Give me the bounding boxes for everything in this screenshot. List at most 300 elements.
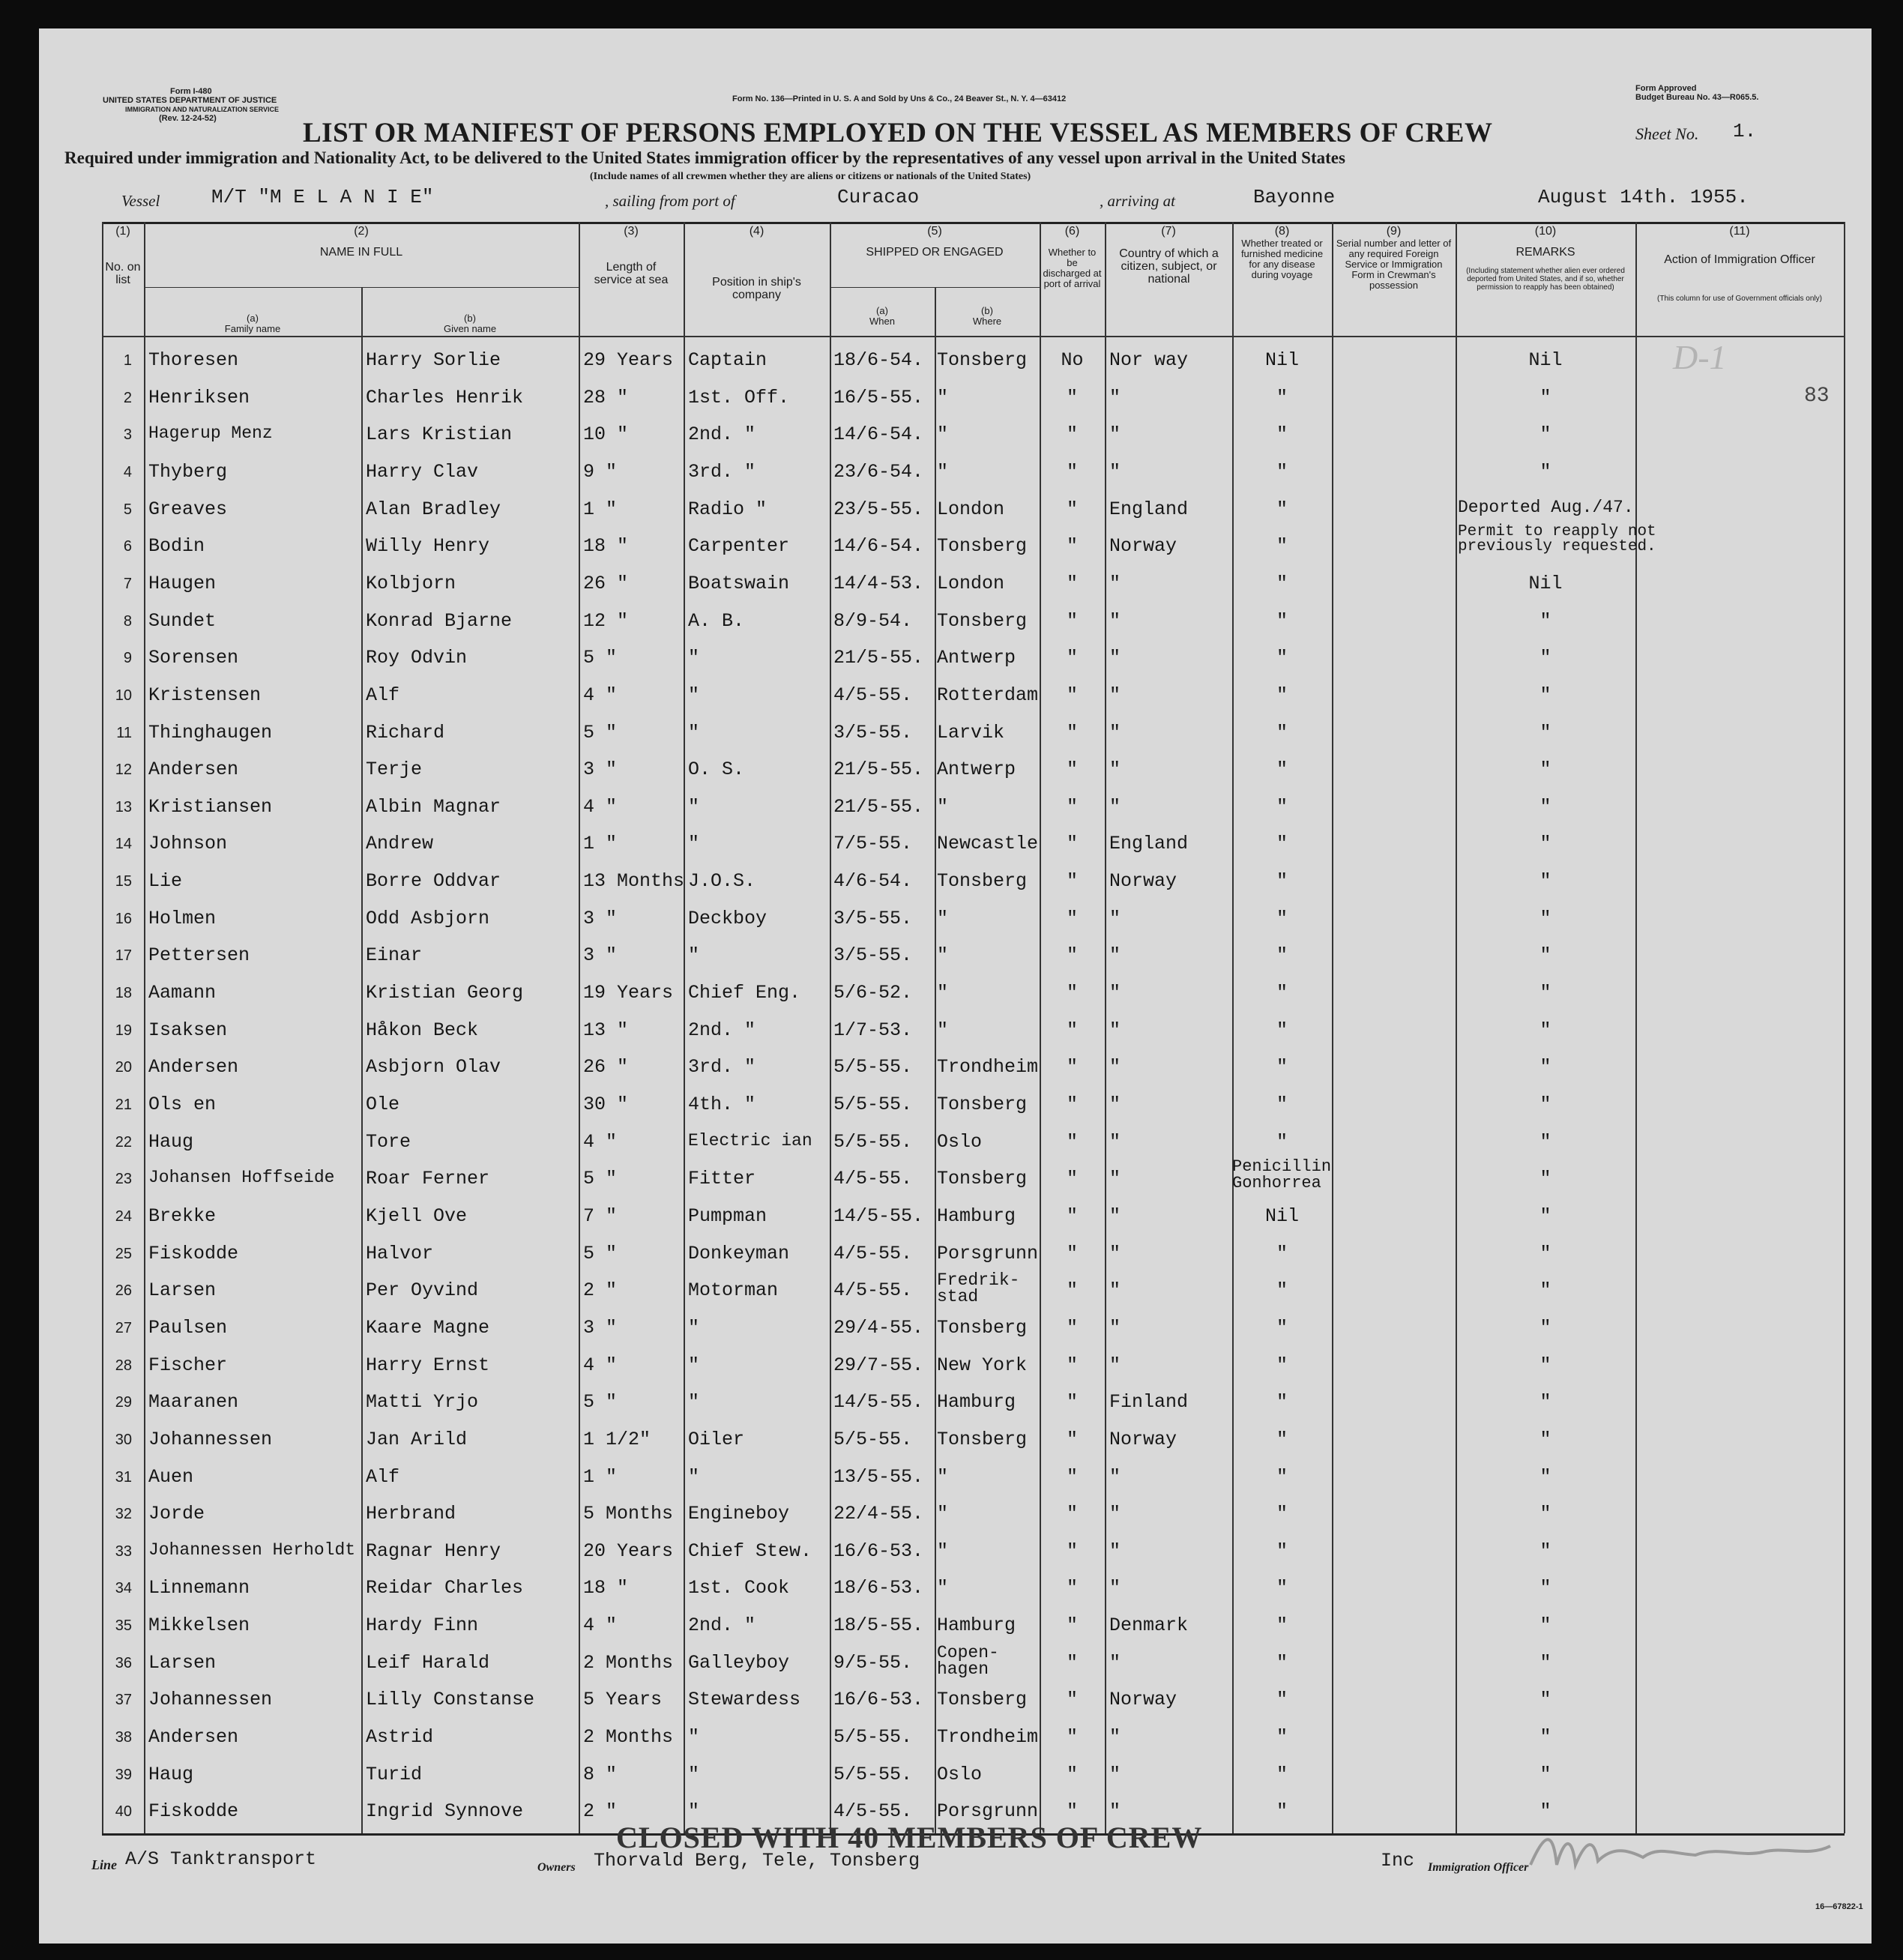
shipped-where: Tonsberg <box>937 1428 1028 1450</box>
family-name: Johnson <box>148 833 228 855</box>
family-name: Larsen <box>148 1651 217 1674</box>
medicine: " <box>1276 1354 1288 1376</box>
shipped-when: 5/5-55. <box>833 1130 913 1153</box>
table-row <box>102 1157 1845 1199</box>
col6-header: Whether to be discharged at port of arrival <box>1043 247 1102 289</box>
medicine: " <box>1276 386 1288 408</box>
medicine: " <box>1276 1242 1288 1264</box>
given-name: Andrew <box>366 833 434 855</box>
given-name: Alan Bradley <box>366 498 501 520</box>
family-name: Brekke <box>148 1204 217 1227</box>
printer-note: Form No. 136—Printed in U. S. A and Sold by Uns & Co., 24 Beaver St., N. Y. 4—63412 <box>732 94 1067 103</box>
medicine: " <box>1276 1726 1288 1749</box>
position: Engineboy <box>688 1503 790 1525</box>
discharged: " <box>1066 721 1078 744</box>
medicine: " <box>1276 1614 1288 1637</box>
given-name: Konrad Bjarne <box>366 609 513 632</box>
shipped-where: " <box>937 423 949 446</box>
discharged: " <box>1066 1056 1078 1079</box>
shipped-where: Hamburg <box>937 1391 1016 1414</box>
budget-bureau: Budget Bureau No. 43—R065.5. <box>1635 93 1759 102</box>
shipped-when: 5/5-55. <box>833 1763 913 1785</box>
row-number: 24 <box>115 1207 132 1225</box>
given-name: Tore <box>366 1130 411 1153</box>
discharged: " <box>1066 1503 1078 1525</box>
agents-name: Inc <box>1381 1850 1415 1872</box>
discharged: " <box>1066 1577 1078 1599</box>
position: Carpenter <box>688 535 790 558</box>
remarks: " <box>1539 721 1551 744</box>
medicine: " <box>1276 1391 1288 1414</box>
medicine: Nil <box>1264 349 1299 371</box>
shipped-where: Tonsberg <box>937 1689 1028 1711</box>
col7-header: Country of which a citizen, subject, or national <box>1119 247 1219 286</box>
col4-number: (4) <box>749 225 764 238</box>
given-name: Lilly Constanse <box>366 1689 535 1711</box>
position: J.O.S. <box>688 870 756 893</box>
shipped-where: " <box>937 460 949 483</box>
position: " <box>688 1391 700 1414</box>
country: " <box>1109 907 1121 929</box>
country: " <box>1109 609 1121 632</box>
table-row <box>102 1460 1845 1498</box>
position: " <box>688 1316 700 1339</box>
shipped-when: 14/6-54. <box>833 423 924 446</box>
row-number: 12 <box>115 762 132 779</box>
shipped-when: 5/5-55. <box>833 1726 913 1749</box>
row-number: 3 <box>123 426 132 444</box>
length-of-service: 8 " <box>583 1763 618 1785</box>
row-number: 21 <box>115 1097 132 1113</box>
medicine: " <box>1276 423 1288 446</box>
shipped-where: London <box>937 572 1005 594</box>
table-row <box>102 1758 1845 1795</box>
family-name: Haugen <box>148 572 217 594</box>
row-number: 29 <box>115 1394 132 1411</box>
discharged: " <box>1066 944 1078 967</box>
sailing-label: , sailing from port of <box>605 192 735 210</box>
position: 1st. Cook <box>688 1577 790 1599</box>
length-of-service: 3 " <box>583 907 618 929</box>
remarks: " <box>1539 1130 1551 1153</box>
family-name: Johannessen Herholdt <box>148 1540 356 1560</box>
form-code: 16—67822-1 <box>1815 1902 1863 1911</box>
shipped-where: Tonsberg <box>937 1316 1028 1339</box>
medicine: " <box>1276 1056 1288 1079</box>
medicine: " <box>1276 1540 1288 1562</box>
shipped-when: 5/6-52. <box>833 982 913 1004</box>
country: " <box>1109 684 1121 706</box>
shipped-where: Tonsberg <box>937 535 1028 558</box>
given-name: Alf <box>366 684 400 706</box>
discharged: " <box>1066 1316 1078 1339</box>
country: " <box>1109 1019 1121 1041</box>
length-of-service: 3 " <box>583 944 618 967</box>
country: " <box>1109 759 1121 781</box>
row-number: 25 <box>115 1245 132 1262</box>
position: Chief Eng. <box>688 982 801 1004</box>
remarks: " <box>1539 423 1551 446</box>
discharged: " <box>1066 1540 1078 1562</box>
shipped-when: 4/6-54. <box>833 870 913 893</box>
row-number: 34 <box>115 1580 132 1597</box>
country: " <box>1109 647 1121 669</box>
length-of-service: 1 1/2" <box>583 1428 651 1450</box>
officer-label: Immigration Officer <box>1428 1861 1529 1874</box>
medicine: Penicillin Gonhorrea <box>1232 1157 1332 1193</box>
country: " <box>1109 1316 1121 1339</box>
col1-number: (1) <box>115 225 130 238</box>
table-row <box>102 1237 1845 1274</box>
shipped-where: Tonsberg <box>937 1094 1028 1115</box>
row-number: 32 <box>115 1506 132 1523</box>
row-number: 40 <box>115 1803 132 1821</box>
position: " <box>688 1726 700 1749</box>
discharged: " <box>1066 1168 1078 1190</box>
form-revision: (Rev. 12-24-52) <box>159 114 217 123</box>
discharged: " <box>1066 1800 1078 1823</box>
family-name: Sorensen <box>148 647 239 669</box>
given-name: Willy Henry <box>366 535 490 558</box>
country: " <box>1109 1094 1121 1115</box>
family-name: Larsen <box>148 1279 217 1302</box>
remarks: " <box>1539 1204 1551 1227</box>
family-name: Fiskodde <box>148 1800 239 1823</box>
shipped-where: Antwerp <box>937 647 1016 669</box>
length-of-service: 2 Months <box>583 1726 674 1749</box>
remarks: " <box>1539 795 1551 818</box>
given-name: Jan Arild <box>366 1428 468 1450</box>
table-row <box>102 864 1845 902</box>
table-row <box>102 343 1845 381</box>
country: " <box>1109 1540 1121 1562</box>
given-name: Kjell Ove <box>366 1204 468 1227</box>
position: " <box>688 1354 700 1376</box>
shipped-when: 9/5-55. <box>833 1651 913 1674</box>
family-name: Johansen Hoffseide <box>148 1168 335 1188</box>
discharged: " <box>1066 1094 1078 1115</box>
shipped-when: 18/6-53. <box>833 1577 924 1599</box>
family-name: Haug <box>148 1763 194 1785</box>
discharged: " <box>1066 647 1078 669</box>
given-name: Kristian Georg <box>366 982 524 1004</box>
shipped-where: Oslo <box>937 1130 983 1153</box>
shipped-when: 1/7-53. <box>833 1019 913 1041</box>
length-of-service: 26 " <box>583 1056 629 1079</box>
country: " <box>1109 1168 1121 1190</box>
discharged: " <box>1066 684 1078 706</box>
given-name: Per Oyvind <box>366 1279 479 1302</box>
discharged: " <box>1066 1763 1078 1785</box>
family-name: Thoresen <box>148 349 239 371</box>
country: Norway <box>1109 1428 1177 1450</box>
table-row <box>102 1013 1845 1051</box>
country: " <box>1109 1056 1121 1079</box>
shipped-where: Rotterdam <box>937 684 1039 706</box>
shipped-when: 7/5-55. <box>833 833 913 855</box>
position: Fitter <box>688 1168 756 1190</box>
row-number: 18 <box>115 985 132 1002</box>
given-name: Roar Ferner <box>366 1168 490 1190</box>
given-name: Albin Magnar <box>366 795 501 818</box>
col2-header: NAME IN FULL <box>319 246 403 259</box>
country: Denmark <box>1109 1614 1189 1637</box>
table-row <box>102 1199 1845 1237</box>
discharged: " <box>1066 535 1078 558</box>
discharged: " <box>1066 907 1078 929</box>
length-of-service: 2 " <box>583 1279 618 1302</box>
shipped-where: " <box>937 795 949 818</box>
row-number: 17 <box>115 947 132 965</box>
shipped-where: Porsgrunn <box>937 1800 1039 1823</box>
col2b-header: (b) Given name <box>443 313 497 334</box>
family-name: Pettersen <box>148 944 250 967</box>
length-of-service: 4 " <box>583 795 618 818</box>
line-label: Line <box>91 1857 117 1872</box>
family-name: Greaves <box>148 498 228 520</box>
given-name: Herbrand <box>366 1503 456 1525</box>
table-row <box>102 902 1845 939</box>
length-of-service: 1 " <box>583 498 618 520</box>
remarks: " <box>1539 833 1551 855</box>
table-row <box>102 1423 1845 1460</box>
form-number: Form I-480 <box>170 87 212 96</box>
discharged: " <box>1066 1689 1078 1711</box>
remarks: " <box>1539 907 1551 929</box>
shipped-when: 23/6-54. <box>833 460 924 483</box>
table-row <box>102 1642 1845 1683</box>
medicine: " <box>1276 647 1288 669</box>
given-name: Leif Harald <box>366 1651 490 1674</box>
length-of-service: 9 " <box>583 460 618 483</box>
medicine: " <box>1276 759 1288 781</box>
row-number: 39 <box>115 1766 132 1783</box>
table-row <box>102 567 1845 604</box>
country: " <box>1109 1800 1121 1823</box>
col8-header: Whether treated or furnished medicine for any disease during voyage <box>1240 238 1324 280</box>
family-name: Hagerup Menz <box>148 423 273 444</box>
country: " <box>1109 460 1121 483</box>
col5a-header: (a) When <box>869 305 895 327</box>
row-number: 20 <box>115 1059 132 1076</box>
table-row <box>102 381 1845 418</box>
remarks: Permit to reapply not previously requested. <box>1458 523 1656 556</box>
family-name: Ols en <box>148 1094 217 1115</box>
shipped-where: New York <box>937 1354 1028 1376</box>
shipped-when: 16/5-55. <box>833 386 924 408</box>
discharged: " <box>1066 759 1078 781</box>
country: " <box>1109 572 1121 594</box>
table-row <box>102 604 1845 642</box>
position: " <box>688 944 700 967</box>
medicine: " <box>1276 1651 1288 1674</box>
table-row <box>102 1571 1845 1608</box>
length-of-service: 3 " <box>583 1316 618 1339</box>
given-name: Borre Oddvar <box>366 870 501 893</box>
shipped-where: " <box>937 982 949 1004</box>
remarks: " <box>1539 1316 1551 1339</box>
name-subhead-rule <box>144 287 579 288</box>
country: " <box>1109 795 1121 818</box>
table-row <box>102 753 1845 790</box>
col3-header: Length of service at sea <box>594 261 669 286</box>
medicine: " <box>1276 1279 1288 1302</box>
remarks: " <box>1539 1800 1551 1823</box>
family-name: Bodin <box>148 535 205 558</box>
shipped-when: 4/5-55. <box>833 1279 913 1302</box>
shipped-where: Tonsberg <box>937 609 1028 632</box>
shipped-when: 4/5-55. <box>833 1168 913 1190</box>
medicine: " <box>1276 1019 1288 1041</box>
discharged: " <box>1066 1651 1078 1674</box>
shipped-when: 3/5-55. <box>833 721 913 744</box>
shipped-when: 14/5-55. <box>833 1391 924 1414</box>
length-of-service: 26 " <box>583 572 629 594</box>
shipped-subhead-rule <box>830 287 1040 288</box>
form-approved: Form Approved <box>1635 84 1697 93</box>
remarks: " <box>1539 1763 1551 1785</box>
country: " <box>1109 1577 1121 1599</box>
col8-number: (8) <box>1274 225 1290 238</box>
position: Motorman <box>688 1279 779 1302</box>
shipped-where: " <box>937 1503 949 1525</box>
position: Galleyboy <box>688 1651 790 1674</box>
row-number: 27 <box>115 1319 132 1336</box>
discharged: " <box>1066 572 1078 594</box>
length-of-service: 4 " <box>583 684 618 706</box>
tally-number: 83 <box>1804 385 1830 408</box>
shipped-when: 29/7-55. <box>833 1354 924 1376</box>
medicine: " <box>1276 795 1288 818</box>
remarks: " <box>1539 1726 1551 1749</box>
given-name: Richard <box>366 721 445 744</box>
remarks: " <box>1539 1540 1551 1562</box>
medicine: " <box>1276 1428 1288 1450</box>
position: Donkeyman <box>688 1242 790 1264</box>
shipped-where: " <box>937 1465 949 1488</box>
given-name: Turid <box>366 1763 423 1785</box>
remarks: " <box>1539 944 1551 967</box>
remarks: " <box>1539 1614 1551 1637</box>
shipped-where: Trondheim <box>937 1726 1039 1749</box>
position: 3rd. " <box>688 1056 756 1079</box>
table-row <box>102 641 1845 678</box>
row-number: 11 <box>116 724 132 741</box>
given-name: Astrid <box>366 1726 434 1749</box>
medicine: " <box>1276 609 1288 632</box>
row-number: 37 <box>115 1692 132 1709</box>
remarks: " <box>1539 460 1551 483</box>
country: Finland <box>1109 1391 1189 1414</box>
col5-number: (5) <box>927 225 942 238</box>
shipped-where: Porsgrunn <box>937 1242 1039 1264</box>
medicine: " <box>1276 1689 1288 1711</box>
shipped-when: 5/5-55. <box>833 1428 913 1450</box>
medicine: " <box>1276 1763 1288 1785</box>
remarks: " <box>1539 1168 1551 1190</box>
owners-label: Owners <box>537 1861 576 1874</box>
shipped-when: 18/6-54. <box>833 349 924 371</box>
discharged: " <box>1066 1391 1078 1414</box>
remarks: " <box>1539 1242 1551 1264</box>
remarks: " <box>1539 1428 1551 1450</box>
family-name: Kristensen <box>148 684 262 706</box>
length-of-service: 1 " <box>583 1465 618 1488</box>
medicine: " <box>1276 684 1288 706</box>
table-row <box>102 1608 1845 1646</box>
country: " <box>1109 1763 1121 1785</box>
family-name: Andersen <box>148 1056 239 1079</box>
row-number: 30 <box>115 1431 132 1448</box>
remarks: Nil <box>1528 349 1563 371</box>
medicine: " <box>1276 572 1288 594</box>
medicine: " <box>1276 833 1288 855</box>
given-name: Lars Kristian <box>366 423 513 446</box>
country: " <box>1109 982 1121 1004</box>
position: " <box>688 721 700 744</box>
length-of-service: 3 " <box>583 759 618 781</box>
remarks: " <box>1539 609 1551 632</box>
shipped-when: 3/5-55. <box>833 907 913 929</box>
shipped-when: 14/5-55. <box>833 1204 924 1227</box>
row-number: 26 <box>115 1282 132 1300</box>
remarks: " <box>1539 647 1551 669</box>
remarks: " <box>1539 1094 1551 1115</box>
discharged: " <box>1066 795 1078 818</box>
shipped-where: " <box>937 1019 949 1041</box>
position: " <box>688 684 700 706</box>
country: England <box>1109 833 1189 855</box>
length-of-service: 5 " <box>583 1242 618 1264</box>
row-number: 38 <box>115 1729 132 1746</box>
length-of-service: 13 Months <box>583 870 685 893</box>
shipped-where: Tonsberg <box>937 870 1028 893</box>
table-row <box>102 1270 1845 1311</box>
given-name: Kaare Magne <box>366 1316 490 1339</box>
position: Boatswain <box>688 572 790 594</box>
shipped-where: Larvik <box>937 721 1005 744</box>
col2-number: (2) <box>354 225 369 238</box>
family-name: Thinghaugen <box>148 721 273 744</box>
sheet-number: 1. <box>1733 120 1757 142</box>
family-name: Mikkelsen <box>148 1614 250 1637</box>
medicine: " <box>1276 1130 1288 1153</box>
table-row <box>102 678 1845 716</box>
position: Stewardess <box>688 1689 801 1711</box>
shipped-when: 4/5-55. <box>833 684 913 706</box>
shipped-when: 4/5-55. <box>833 1800 913 1823</box>
col9-header: Serial number and letter of any required Foreign Service or Immigration Form in Crewman's possession <box>1336 238 1452 291</box>
country: " <box>1109 944 1121 967</box>
remarks: " <box>1539 1279 1551 1302</box>
col1-header: No. on list <box>105 261 141 286</box>
position: Captain <box>688 349 767 371</box>
row-number: 4 <box>123 463 132 480</box>
position: Pumpman <box>688 1204 767 1227</box>
country: " <box>1109 423 1121 446</box>
table-row <box>102 1311 1845 1348</box>
row-number: 35 <box>115 1617 132 1635</box>
position: Deckboy <box>688 907 767 929</box>
discharged: " <box>1066 1204 1078 1227</box>
from-port: Curacao <box>837 186 920 208</box>
shipped-where: Tonsberg <box>937 1168 1028 1190</box>
discharged: " <box>1066 498 1078 520</box>
remarks: " <box>1539 870 1551 893</box>
row-number: 8 <box>123 612 132 630</box>
given-name: Charles Henrik <box>366 386 524 408</box>
family-name: Henriksen <box>148 386 250 408</box>
